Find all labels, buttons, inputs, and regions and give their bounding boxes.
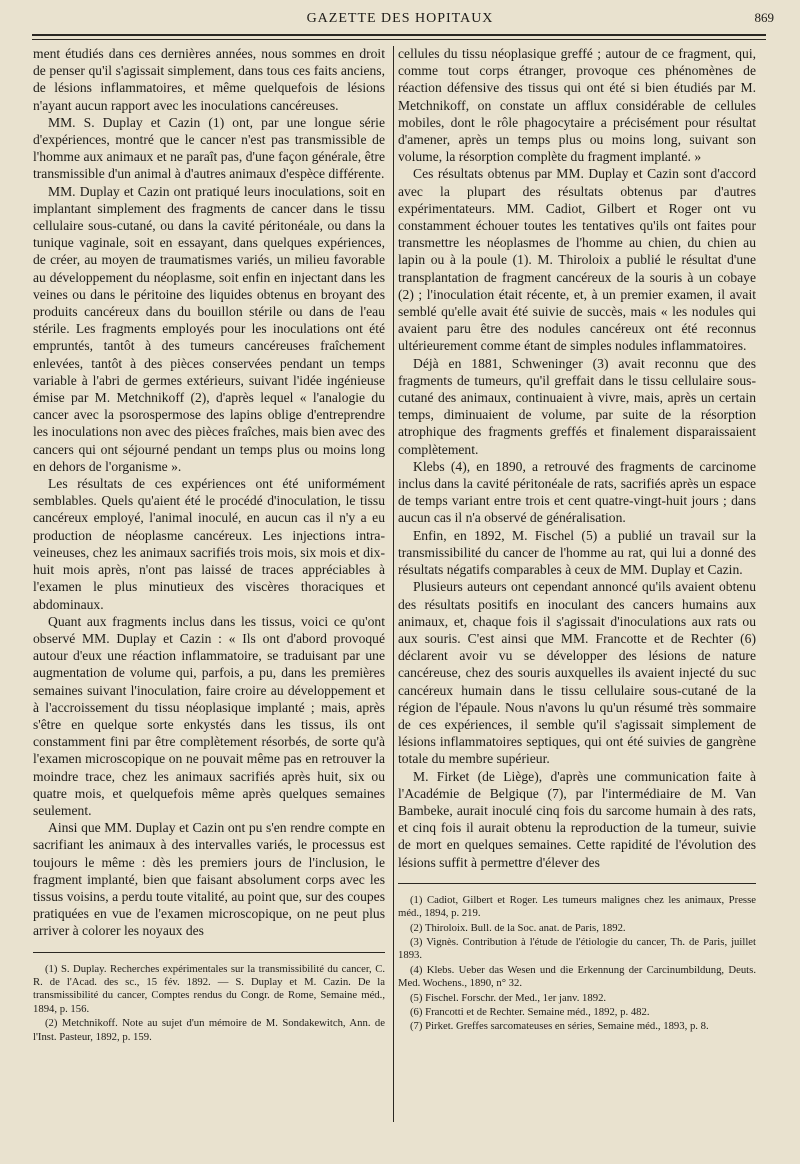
footnote: (2) Metchnikoff. Note au sujet d'un mémoire de M. Sondakewitch, Ann. de l'Inst. Pasteur, 1892, p. 159. [33,1017,385,1043]
footnote: (1) S. Duplay. Recherches expérimentales sur la transmissibilité du cancer, C. R. de l'Acad. des sc., 15 fév. 1892. — S. Duplay et M. Cazin. De la transmissibilité du cancer, Comptes rendus du Congr. de Rome, Semaine méd., 1894, p. 156. [33,962,385,1015]
paragraph: cellules du tissu néoplasique greffé ; autour de ce fragment, qui, comme tout corps étranger, provoque ces phénomènes de réaction défensive des tissus qui ont été si bien étudiés par M. Metchnikoff, on constate un afflux considérable de cellules mobiles, dont le rôle phagocytaire a précisément pour résultat d'amener, après un temps plus ou moins long, suivant son volume, la résorption complète du fragment implanté. » [398,46,756,165]
left-footnotes [33,963,385,1044]
footnote: (7) Pirket. Greffes sarcomateuses en séries, Semaine méd., 1893, p. 8. [410,1020,709,1033]
paragraph: Les résultats de ces expériences ont été uniformément semblables. Quels qu'aient été le procédé d'inoculation, le tissu cancéreux employé, l'animal inoculé, en aucun cas il n'y a eu production de néoplasme cancéreux. Les injections intra-veineuses, chez les animaux sacrifiés trois mois, six mois et dix-huit mois après, n'ont pas laissé de traces appréciables à l'examen le plus minutieux des viscères thoraciques et abdominaux. [33,476,385,612]
footnote-rule [33,952,385,953]
running-title: GAZETTE DES HOPITAUX [306,11,494,26]
paragraph: ment étudiés dans ces dernières années, nous sommes en droit de penser qu'il s'agissait simplement, dans tous ces faits anciens, de lésions inflammatoires, et même quelquefois de lésions n'ayant aucun rapport avec les inoculations cancéreuses. [33,46,385,113]
paragraph: MM. Duplay et Cazin ont pratiqué leurs inoculations, soit en implantant simplement des fragments de cancer dans le tissu cellulaire sous-cutané, ou dans la cavité péritonéale, ou dans la tunique vaginale, soit en essayant, dans quelques expériences, de créer, au moyen de traumatismes variés, un milieu favorable au développement du néoplasme, soit enfin en injectant dans les veines ou dans le péritoine des liquides obtenus en broyant des produits cancéreux dans du bouillon stérile ou dans de l'eau stérile. Les fragments employés pour les inoculations ont été empruntés, tantôt à des tumeurs cancéreuses fraîchement enlevées, tantôt à des pièces conservées pendant un temps variable à l'abri de germes extérieurs, suivant l'idée ingénieuse émise par M. Metchnikoff (2), d'après lequel « l'analogie du cancer avec la psorospermose des lapins oblige d'entreprendre les inoculations non avec des pièces fraîches, mais bien avec des cancers qui ont séjourné pendant un temps plus ou moins long en dehors de l'organisme ». [33,183,385,474]
footnote: (2) Thiroloix. Bull. de la Soc. anat. de Paris, 1892. [410,921,626,934]
paragraph: MM. S. Duplay et Cazin (1) ont, par une longue série d'expériences, montré que le cancer n'est pas transmissible de l'homme aux animaux et ne paraît pas, d'une façon générale, être transmissible d'un animal à d'autres animaux d'espèce différente. [33,114,385,182]
column-divider [393,46,394,1122]
footnote: (1) Cadiot, Gilbert et Roger. Les tumeurs malignes chez les animaux, Presse méd., 1894, p. 219. [398,893,756,920]
paragraph: Plusieurs auteurs ont cependant annoncé qu'ils avaient obtenu des résultats positifs en inoculant des cancers humains aux animaux, et, chaque fois il s'agissait d'inoculations aux rats ou aux souris. C'est ainsi que MM. Francotte et de Rechter (6) déclarent avoir vu se développer des lésions de nature cancéreuse, chez des souris auxquelles ils avaient injecté du suc cancéreux humain dans le tissu cellulaire sous-cutané de la région de l'épaule. Nous n'avons lu qu'un résumé très sommaire de ces expériences, il semble qu'il s'agissait simplement de lésions inflammatoires septiques, qui ont été suivies de gangrène totale du membre supérieur. [398,579,756,767]
paragraph: Ainsi que MM. Duplay et Cazin ont pu s'en rendre compte en sacrifiant les animaux à des intervalles variés, le processus est toujours le même : dès les premiers jours de l'inclusion, le fragment implanté, bien que faisant absolument corps avec les tissus voisins, a perdu toute vitalité, au point que, sur des coupes pratiquées en vue de l'examen microscopique, on ne peut plus arriver à colorer les noyaux des [33,820,385,939]
paragraph: Déjà en 1881, Schweninger (3) avait reconnu que des fragments de tumeurs, qu'il greffait dans le tissu cellulaire sous-cutané des animaux, continuaient à vivre, mais, après un certain temps, diminuaient de volume, par suite de la résorption atrophique des fragments greffés et finalement disparaissaient complètement. [398,355,756,457]
footnote: (6) Francotti et de Rechter. Semaine méd., 1892, p. 482. [410,1006,650,1018]
paragraph: Enfin, en 1892, M. Fischel (5) a publié un travail sur la transmissibilité du cancer de l'homme au rat, qui lui a donné des résultats négatifs comparables à ceux de MM. Duplay et Cazin. [398,527,756,578]
paragraph: Klebs (4), en 1890, a retrouvé des fragments de carcinome inclus dans la cavité péritonéale de rats, sacrifiés après un espace de temps variant entre trois et cent quatre-vingt-huit jours ; dans aucun cas il n'a observé de généralisation. [398,458,756,526]
left-column [33,45,385,1045]
page-number: 869 [754,10,774,25]
paragraph: Ces résultats obtenus par MM. Duplay et Cazin sont d'accord avec la plupart des résultats obtenus par d'autres expérimentateurs. MM. Cadiot, Gilbert et Roger ont vu constamment échouer toutes les tentatives qu'ils ont faites pour transmettre les néoplasmes de l'homme au chien, du chien au lapin ou à la poule (1). M. Thiroloix a publié le résultat d'une transplantation de fragment cancéreux de la souris à un cobaye (2) ; l'inoculation était récente, et, à un premier examen, il avait semblé qu'elle avait été suivie de succès, mais « les nodules qui avaient paru être des nodules cancéreux ont été reconnus ultérieurement comme étant de simples nodules inflammatoires. [398,166,756,354]
right-footnotes [398,894,756,1034]
footnote: (3) Vignès. Contribution à l'étude de l'étiologie du cancer, Th. de Paris, juillet 1893. [398,935,756,962]
header-rule-thick [32,34,766,36]
footnote: (4) Klebs. Ueber das Wesen und die Erkennung der Carcinumbildung, Deuts. Med. Wochens., 1890, n° 32. [398,963,756,990]
footnote: (5) Fischel. Forschr. der Med., 1er janv. 1892. [410,991,607,1004]
header-rule-thin [32,39,766,40]
paragraph: M. Firket (de Liège), d'après une communication faite à l'Académie de Belgique (7), par l'intermédiaire de M. Van Bambeke, aurait inoculé cinq fois du sarcome humain à des rats, et cinq fois il aurait obtenu la reproduction de la tumeur, suivie de mort en quelques semaines. Cette rapidité de l'évolution des lésions suffit à permettre d'élever des [398,768,756,870]
paragraph: Quant aux fragments inclus dans les tissus, voici ce qu'ont observé MM. Duplay et Cazin : « Ils ont d'abord provoqué autour d'eux une réaction inflammatoire, se traduisant par une augmentation de volume qui, parfois, a pu, dans les premières semaines suivant l'inoculation, faire croire au développement et à l'accroissement du tissu néoplasique implanté ; mais, après s'être en quelque sorte enkystés dans les tissus, ils ont constamment fini par être complètement résorbés, de sorte qu'à l'examen microscopique on ne pouvait même pas en retrouver la moindre trace, chez les animaux sacrifiés après huit, six ou quatre mois, et quelquefois même après quelques semaines seulement. [33,613,385,818]
footnote-rule [398,883,756,884]
right-column [398,45,756,1035]
